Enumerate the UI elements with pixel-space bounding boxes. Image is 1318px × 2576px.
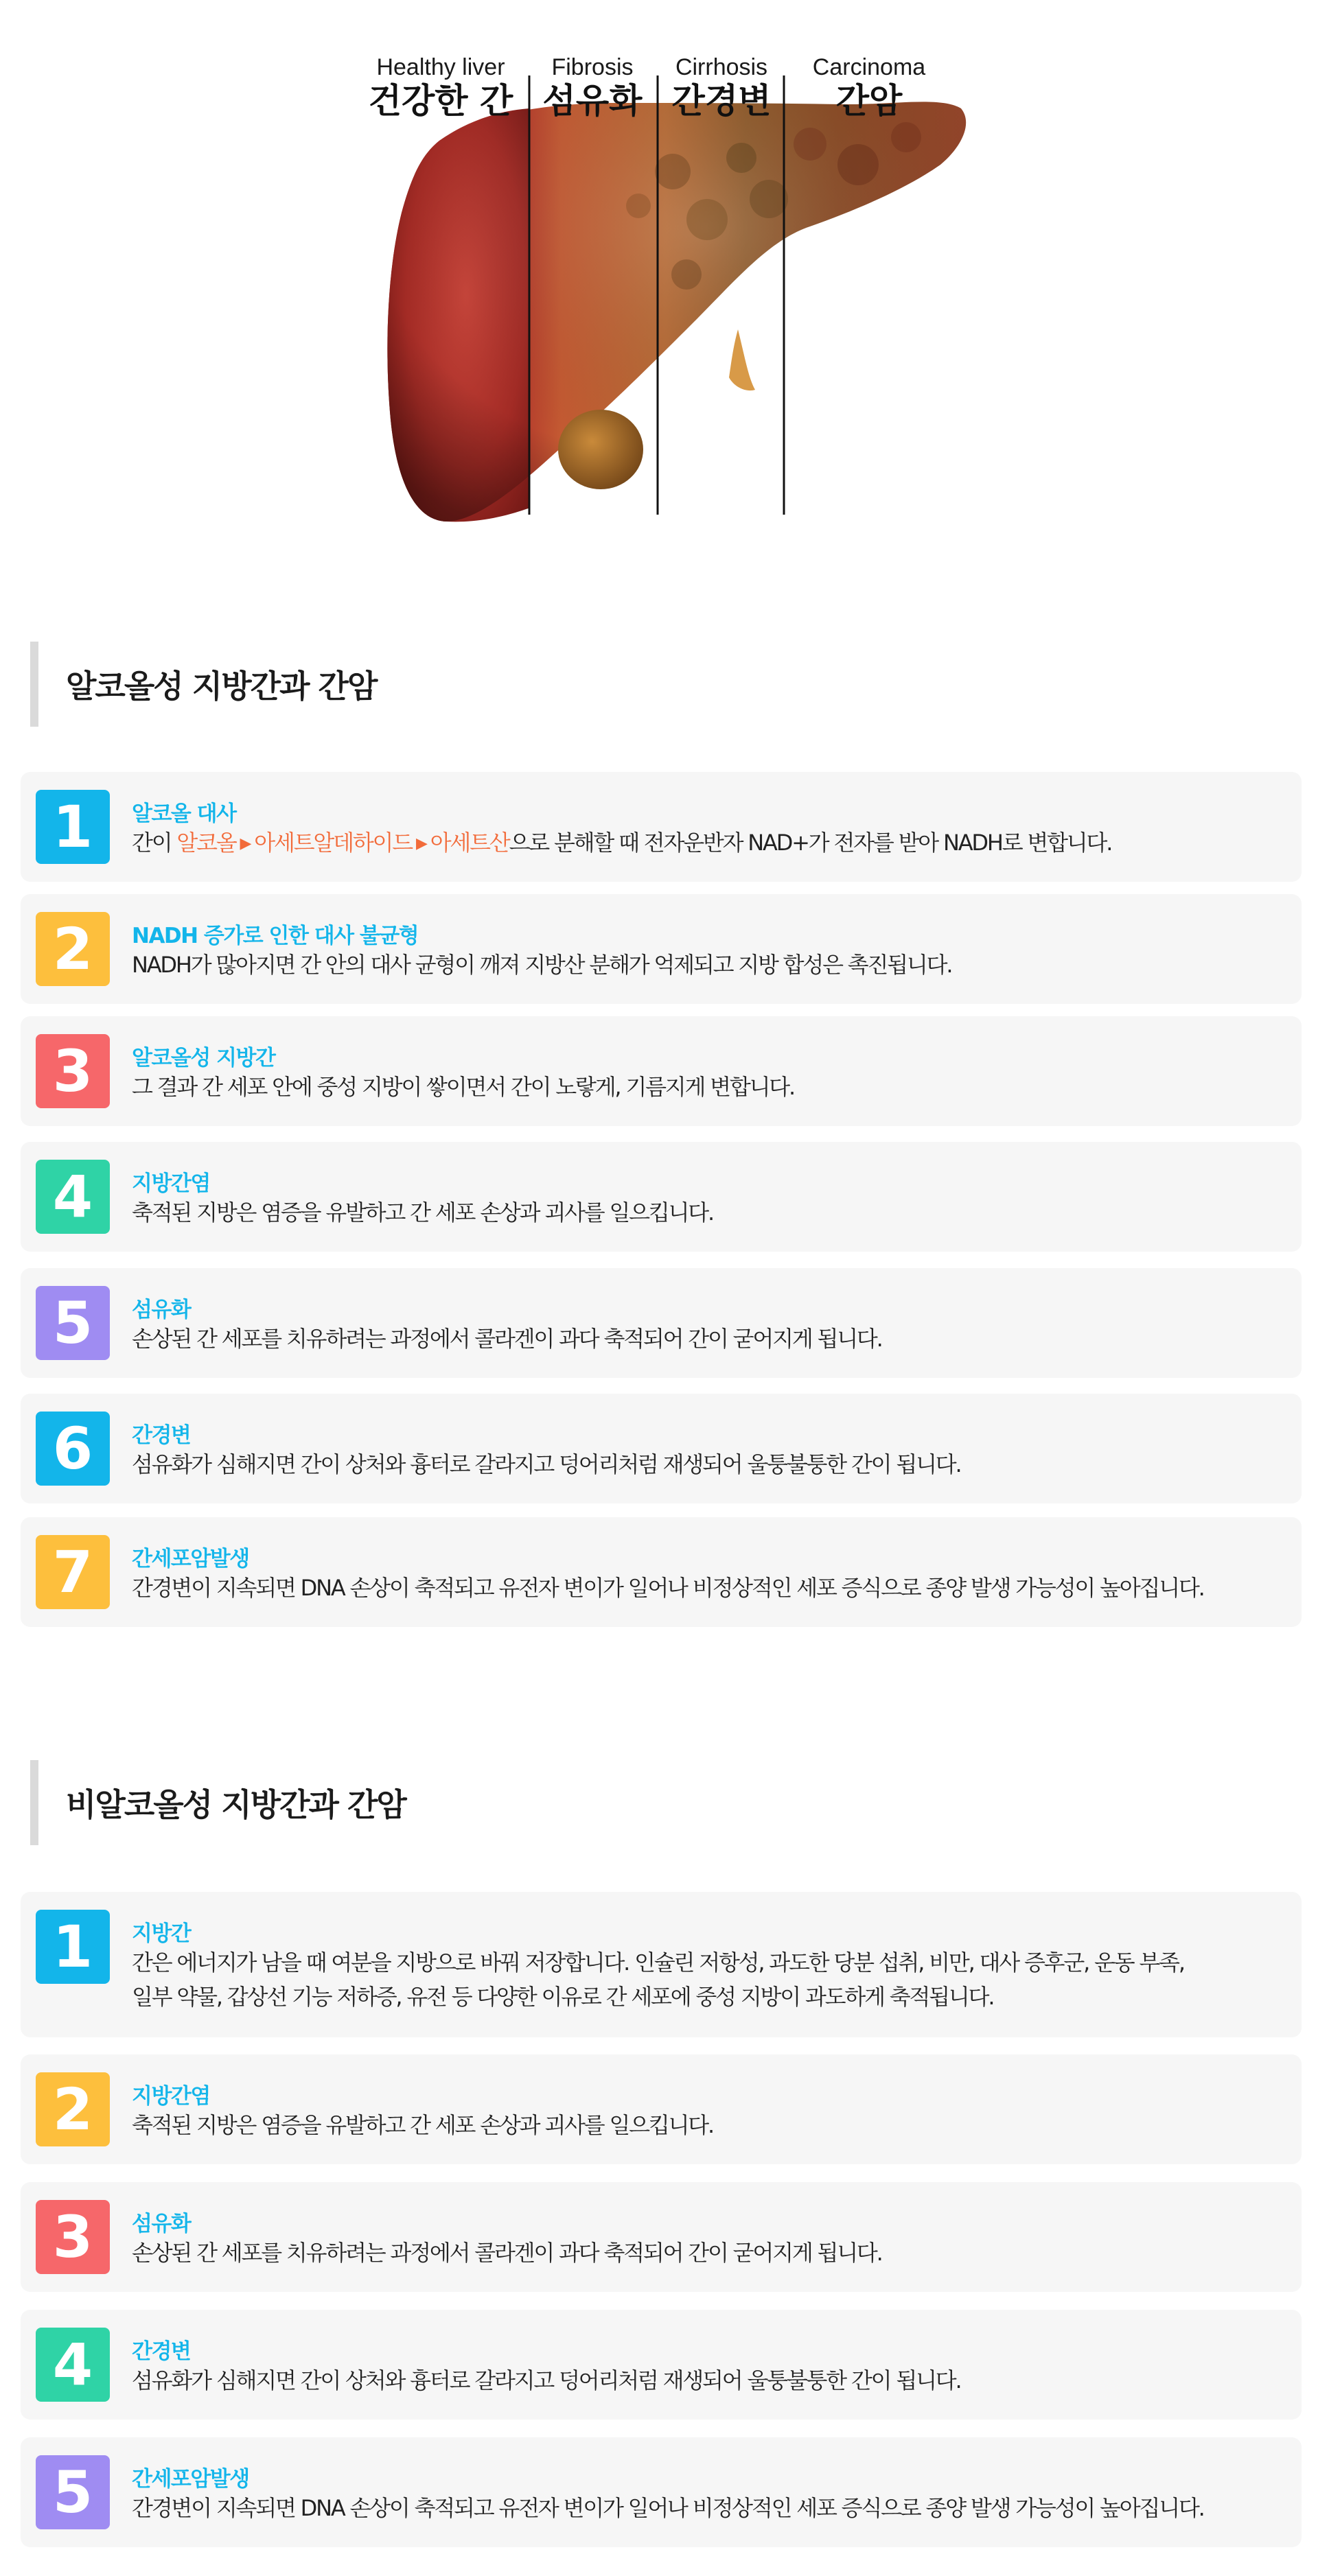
step-description: 그 결과 간 세포 안에 중성 지방이 쌓이면서 간이 노랗게, 기름지게 변합니다. bbox=[132, 1074, 794, 1100]
step-description: 섬유화가 심해지면 간이 상처와 흉터로 갈라지고 덩어리처럼 재생되어 울퉁불퉁한 간이 됩니다. bbox=[132, 1451, 961, 1477]
step-title: 지방간염 bbox=[132, 2084, 210, 2109]
stage-label-en: Healthy liver bbox=[376, 54, 505, 80]
step-title: 간경변 bbox=[132, 1423, 191, 1448]
step-title: 섬유화 bbox=[132, 1298, 191, 1322]
step-title: 지방간 bbox=[132, 1921, 191, 1946]
stage-label-ko: 섬유화 bbox=[542, 81, 643, 121]
section-title: 비알코올성 지방간과 간암 bbox=[66, 1786, 406, 1823]
desc-prefix: 간이 bbox=[132, 830, 177, 856]
step-description: 손상된 간 세포를 치유하려는 과정에서 콜라겐이 과다 축적되어 간이 굳어지게 됩니다. bbox=[132, 1326, 882, 1352]
step-description: 축적된 지방은 염증을 유발하고 간 세포 손상과 괴사를 일으킵니다. bbox=[132, 2112, 713, 2138]
stage-label-en: Cirrhosis bbox=[675, 54, 768, 80]
step-number-badge bbox=[36, 1412, 110, 1486]
step-description bbox=[132, 826, 1111, 861]
step-number: 1 bbox=[52, 1913, 93, 1980]
arrow-right-icon: ▶ bbox=[240, 835, 251, 852]
step-number: 2 bbox=[52, 2076, 93, 2143]
stage-label-ko: 간경변 bbox=[671, 81, 772, 121]
step-number-badge bbox=[36, 790, 110, 864]
step-card bbox=[21, 1517, 1302, 1627]
stage-label-ko: 간암 bbox=[835, 81, 903, 121]
step-number: 4 bbox=[52, 1163, 93, 1230]
step-card bbox=[21, 894, 1302, 1004]
step-number-badge bbox=[36, 2072, 110, 2146]
step-number-badge bbox=[36, 2200, 110, 2274]
step-number: 1 bbox=[52, 793, 93, 860]
step-card bbox=[21, 2054, 1302, 2164]
step-title: 지방간염 bbox=[132, 1171, 210, 1196]
step-number: 4 bbox=[52, 2331, 93, 2398]
stage-label-carcinoma bbox=[780, 54, 958, 121]
step-description: 손상된 간 세포를 치유하려는 과정에서 콜라겐이 과다 축적되어 간이 굳어지게 됩니다. bbox=[132, 2240, 882, 2266]
step-number: 3 bbox=[52, 1038, 93, 1105]
step-description: 간경변이 지속되면 DNA 손상이 축적되고 유전자 변이가 일어나 비정상적인 세포 증식으로 종양 발생 가능성이 높아집니다. bbox=[132, 2495, 1204, 2521]
liver-stages-figure bbox=[0, 0, 1318, 542]
step-number: 7 bbox=[52, 1538, 93, 1606]
chain-item-alcohol: 알코올 bbox=[176, 830, 236, 856]
chain-item-acetaldehyde: 아세트알데하이드 bbox=[254, 830, 412, 856]
step-title: 간세포암발생 bbox=[132, 1547, 249, 1571]
step-number-badge bbox=[36, 2455, 110, 2529]
step-description: 간경변이 지속되면 DNA 손상이 축적되고 유전자 변이가 일어나 비정상적인 세포 증식으로 종양 발생 가능성이 높아집니다. bbox=[132, 1575, 1204, 1601]
step-number-badge bbox=[36, 1286, 110, 1360]
gallbladder-shape bbox=[558, 410, 643, 489]
step-number: 5 bbox=[52, 2459, 93, 2526]
step-title: 알코올성 지방간 bbox=[132, 1046, 275, 1070]
step-title: NADH 증가로 인한 대사 불균형 bbox=[132, 924, 419, 948]
step-card bbox=[21, 1394, 1302, 1503]
section-heading-non-alcoholic bbox=[30, 1760, 1266, 1845]
step-title: 간경변 bbox=[132, 2339, 191, 2364]
step-description: NADH가 많아지면 간 안의 대사 균형이 깨져 지방산 분해가 억제되고 지방 합성은 촉진됩니다. bbox=[132, 952, 952, 978]
step-card bbox=[21, 1142, 1302, 1252]
step-number: 6 bbox=[52, 1415, 93, 1482]
section-title: 알코올성 지방간과 간암 bbox=[66, 668, 377, 705]
desc-suffix: 으로 분해할 때 전자운반자 NAD+가 전자를 받아 NADH로 변합니다. bbox=[509, 830, 1112, 856]
step-title: 간세포암발생 bbox=[132, 2467, 249, 2492]
step-number-badge bbox=[36, 1160, 110, 1234]
chain-item-acetic-acid: 아세트산 bbox=[430, 830, 509, 856]
step-description: 축적된 지방은 염증을 유발하고 간 세포 손상과 괴사를 일으킵니다. bbox=[132, 1199, 713, 1226]
step-number-badge bbox=[36, 912, 110, 986]
step-number-badge bbox=[36, 1034, 110, 1108]
step-number: 3 bbox=[52, 2203, 93, 2271]
step-card bbox=[21, 2437, 1302, 2547]
step-card bbox=[21, 772, 1302, 882]
stage-label-en: Fibrosis bbox=[551, 54, 634, 80]
step-number: 2 bbox=[52, 915, 93, 983]
step-card bbox=[21, 2182, 1302, 2292]
step-number-badge bbox=[36, 2328, 110, 2402]
step-title: 섬유화 bbox=[132, 2212, 191, 2236]
step-number-badge bbox=[36, 1910, 110, 1984]
step-number: 5 bbox=[52, 1289, 93, 1357]
step-description-line-1: 간은 에너지가 남을 때 여분을 지방으로 바꿔 저장합니다. 인슐린 저항성, 과도한 당분 섭취, 비만, 대사 증후군, 운동 부족, bbox=[132, 1949, 1184, 1976]
step-description-line-2: 일부 약물, 갑상선 기능 저하증, 유전 등 다양한 이유로 간 세포에 중성 지방이 과도하게 축적됩니다. bbox=[132, 1984, 994, 2010]
arrow-right-icon: ▶ bbox=[415, 835, 426, 852]
step-card bbox=[21, 1268, 1302, 1378]
step-title: 알코올 대사 bbox=[132, 801, 236, 826]
step-description: 섬유화가 심해지면 간이 상처와 흉터로 갈라지고 덩어리처럼 재생되어 울퉁불퉁한 간이 됩니다. bbox=[132, 2367, 961, 2393]
step-card bbox=[21, 2310, 1302, 2420]
section-heading-alcoholic bbox=[30, 642, 1266, 727]
step-card bbox=[21, 1016, 1302, 1126]
stage-label-en: Carcinoma bbox=[812, 54, 926, 80]
step-card bbox=[21, 1892, 1302, 2037]
step-number-badge bbox=[36, 1535, 110, 1609]
stage-label-ko: 건강한 간 bbox=[368, 81, 513, 121]
